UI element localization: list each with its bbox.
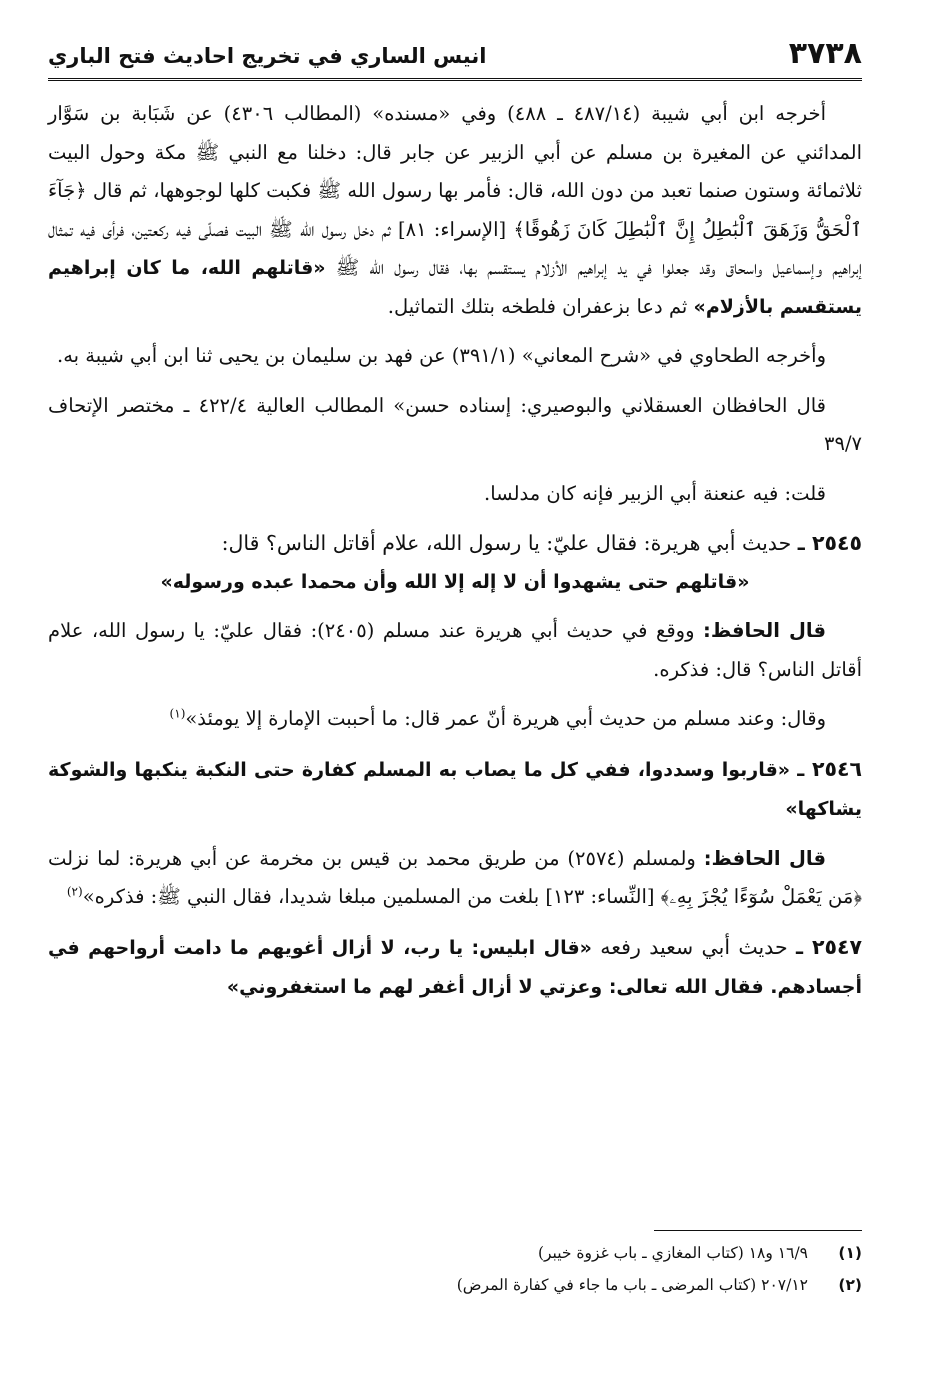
footnote-marker: (١) <box>838 1244 862 1262</box>
paragraph-hafizan: قال الحافظان العسقلاني والبوصيري: إسناده حسن» المطالب العالية ٤٢٢/٤ ـ مختصر الإتحاف ٣٩/٧ <box>48 393 862 455</box>
footnotes <box>48 1230 862 1301</box>
hadith-text: «قاتلهم حتى يشهدوا أن لا إله إلا الله وأن محمدا عبده ورسوله» <box>160 570 750 593</box>
hadith-text: «قاربوا وسددوا، ففي كل ما يصاب به المسلم كفارة حتى النكبة ينكبها والشوكة يشاكها» <box>48 758 862 820</box>
hadith-number: ٢٥٤٧ ـ <box>795 934 862 959</box>
hadith-number: ٢٥٤٥ ـ <box>797 531 862 555</box>
paragraph-text: ولمسلم (٢٥٧٤) من طريق محمد بن قيس بن مخرمة عن أبي هريرة: لما نزلت ﴿مَن يَعْمَلْ سُوٓءًا يُجْزَ بِهِۦ﴾ [النِّساء: ١٢٣] بلغت من المسلمين مبلغا شديدا، فقال النبي ﷺ: فذكره» <box>48 846 862 908</box>
hadith-intro: حديث أبي سعيد رفعه <box>600 934 788 959</box>
footnote-1 <box>48 1237 862 1269</box>
footnote-divider <box>654 1230 862 1231</box>
page-header <box>48 30 862 81</box>
paragraph-text: وقال: وعند مسلم من حديث أبي هريرة أنّ عمر قال: ما أحببت الإمارة إلا يومئذ» <box>185 707 826 730</box>
hafiz-label: قال الحافظ: <box>703 846 826 870</box>
document-page <box>48 30 862 1018</box>
hadith-2547 <box>48 928 862 1007</box>
footnote-text: ٢٠٧/١٢ (كتاب المرضى ـ باب ما جاء في كفارة المرض) <box>456 1276 808 1294</box>
hadith-intro: حديث أبي هريرة: فقال عليّ: يا رسول الله، علام أقاتل الناس؟ قال: <box>221 531 792 555</box>
paragraph-hafiz-2546 <box>48 840 862 917</box>
paragraph-text: ثم دعا بزعفران فلطخه بتلك التماثيل. <box>387 294 688 318</box>
footnote-2 <box>48 1269 862 1301</box>
page-number: ٣٧٣٨ <box>788 36 862 71</box>
hadith-2545 <box>48 524 862 601</box>
paragraph-text: أخرجه ابن أبي شيبة (٤٨٧/١٤ ـ ٤٨٨) وفي «مسنده» (المطالب ٤٣٠٦) عن شَبَابة بن سَوَّار المدائني عن المغيرة بن مسلم عن أبي الزبير عن جابر قال: دخلنا مع النبي ﷺ مكة وحول البيت ثلاثمائة وستون صنما تعبد من دون الله، قال: فأمر بها رسول الله ﷺ فكبت كلها لوجوهها، ثم قال ﴿جَآءَ ٱلْحَقُّ وَزَهَقَ ٱلْبَٰطِلُ إِنَّ ٱلْبَٰطِلَ كَانَ زَهُوقًا﴾ [الإسراء: ٨١] ثم دخل رسول الله ﷺ البيت فصلّى فيه ركعتين، فرأى فيه تمثال إبراهيم وإسماعيل واسحاق وقد جعلوا في يد إبراهيم الأزلام يستقسم بها، فقال رسول الله ﷺ <box>48 102 863 279</box>
paragraph-qultu: قلت: فيه عنعنة أبي الزبير فإنه كان مدلسا. <box>484 481 826 505</box>
hafiz-label: قال الحافظ: <box>703 619 826 642</box>
paragraph-takhrij-jabir <box>48 95 862 326</box>
hadith-text: «قال ابليس: يا رب، لا أزال أغويهم ما دامت أرواحهم في أجسادهم. فقال الله تعالى: وعزتي لا أزال أغفر لهم ما استغفروني» <box>48 936 862 998</box>
paragraph-tahawi: وأخرجه الطحاوي في «شرح المعاني» (٣٩١/١) عن فهد بن سليمان بن يحيى ثنا ابن أبي شيبة به. <box>57 344 826 367</box>
hadith-2546 <box>48 750 862 829</box>
body-text <box>48 95 862 1007</box>
footnote-text: ١٦/٩ و١٨ (كتاب المغازي ـ باب غزوة خيبر) <box>537 1244 808 1262</box>
paragraph-text: ووقع في حديث أبي هريرة عند مسلم (٢٤٠٥): فقال عليّ: يا رسول الله، علام أقاتل الناس؟ قال: فذكره. <box>48 619 862 681</box>
footnote-ref-2[interactable]: (٢) <box>66 884 83 899</box>
running-title: انيس الساري في تخريج احاديث فتح الباري <box>48 44 487 68</box>
paragraph-hafiz-2545 <box>48 612 862 689</box>
paragraph-umar <box>48 700 862 739</box>
hadith-quote: «قاتلهم الله، ما كان إبراهيم يستقسم بالأزلام» <box>48 257 862 318</box>
footnote-ref-1[interactable]: (١) <box>169 706 186 721</box>
hadith-number: ٢٥٤٦ ـ <box>797 756 862 781</box>
footnote-marker: (٢) <box>838 1276 862 1294</box>
